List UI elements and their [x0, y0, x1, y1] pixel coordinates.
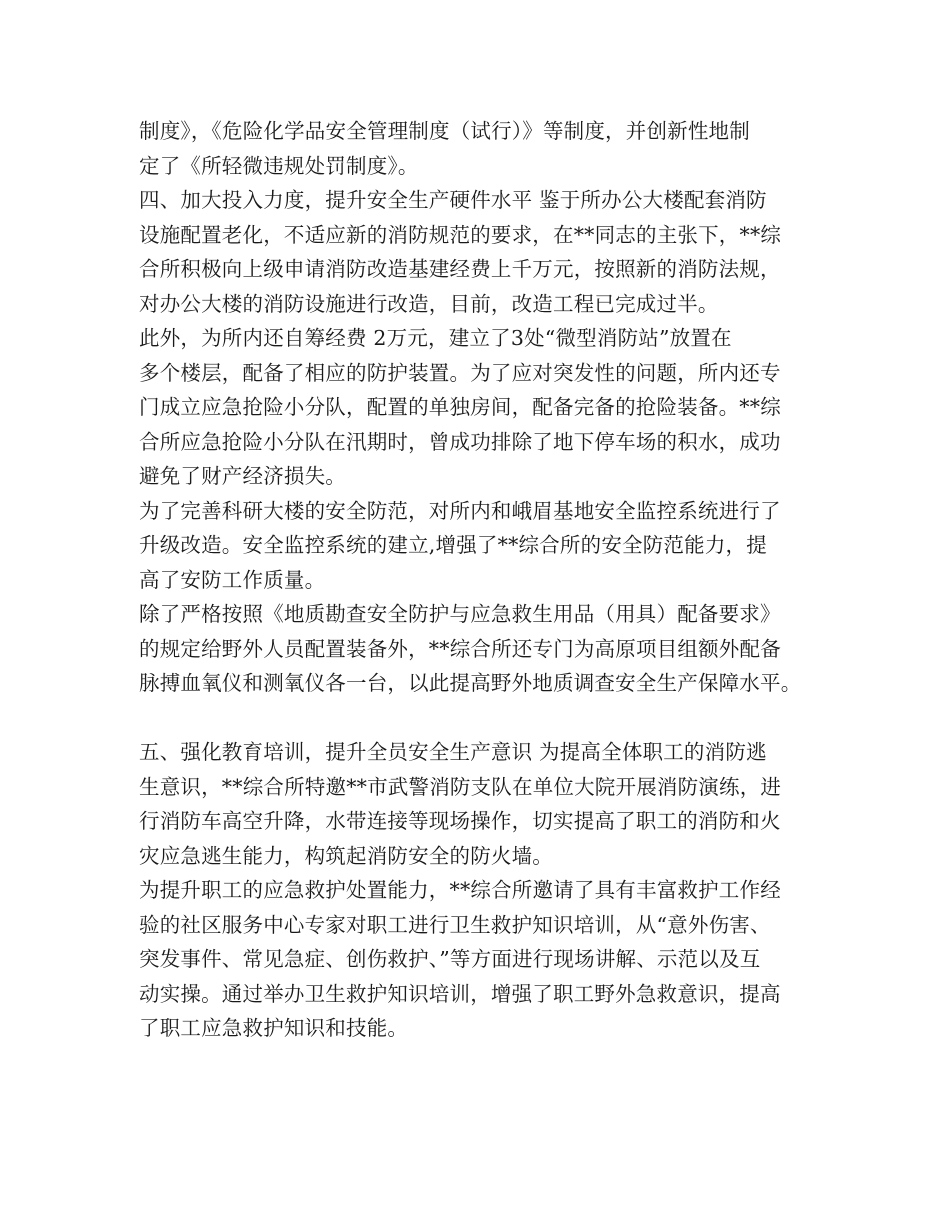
text-line: 的规定给野外人员配置装备外，**综合所还专门为高原项目组额外配备 [139, 636, 781, 661]
text-line: 对办公大楼的消防设施进行改造，目前，改造工程已完成过半。 [139, 291, 719, 316]
text-line: 高了安防工作质量。 [139, 567, 326, 592]
text-line: 行消防车高空升降，水带连接等现场操作，切实提高了职工的消防和火 [139, 809, 781, 833]
text-line: 灾应急逃生能力，构筑起消防安全的防火墙。 [139, 843, 553, 868]
text-line: 了职工应急救护知识和技能。 [139, 1016, 409, 1040]
text-line: 此外，为所内还自筹经费 2万元，建立了3处“微型消防站”放置在 [139, 326, 732, 350]
text-line: 生意识，**综合所特邀**市武警消防支队在单位大院开展消防演练，进 [139, 774, 782, 799]
text-line: 设施配置老化，不适应新的消防规范的要求，在**同志的主张下，**综 [139, 222, 782, 247]
text-line: 升级改造。安全监控系统的建立,增强了**综合所的安全防范能力，提 [139, 533, 767, 557]
text-line: 多个楼层，配备了相应的防护装置。为了应对突发性的问题，所内还专 [139, 360, 781, 385]
text-line: 定了《所轻微违规处罚制度》。 [139, 153, 419, 178]
text-line: 验的社区服务中心专家对职工进行卫生救护知识培训，从“意外伤害、 [139, 912, 771, 937]
document-body [139, 114, 839, 1046]
text-line: 为了完善科研大楼的安全防范，对所内和峨眉基地安全监控系统进行了 [139, 498, 781, 523]
text-line: 五、强化教育培训，提升全员安全生产意识 为提高全体职工的消防逃 [139, 740, 767, 764]
text-line: 合所积极向上级申请消防改造基建经费上千万元，按照新的消防法规， [139, 257, 781, 281]
paragraph-gap [139, 701, 839, 736]
text-line: 四、加大投入力度，提升安全生产硬件水平 鉴于所办公大楼配套消防 [139, 188, 767, 212]
text-line: 为提升职工的应急救护处置能力，**综合所邀请了具有丰富救护工作经 [139, 878, 781, 902]
text-line: 门成立应急抢险小分队，配置的单独房间，配备完备的抢险装备。**综 [139, 395, 781, 419]
text-line: 制度》，《危险化学品安全管理制度（试行）》等制度，并创新性地制 [139, 119, 750, 143]
text-line: 动实操。通过举办卫生救护知识培训，增强了职工野外急救意识，提高 [139, 981, 781, 1006]
text-line: 除了严格按照《地质勘查安全防护与应急救生用品（用具）配备要求》 [139, 602, 781, 626]
text-line: 合所应急抢险小分队在汛期时，曾成功排除了地下停车场的积水，成功 [139, 429, 781, 454]
text-line: 突发事件、常见急症、创伤救护、”等方面进行现场讲解、示范以及互 [139, 947, 761, 971]
text-line: 避免了财产经济损失。 [139, 464, 346, 488]
text-line: 脉搏血氧仪和测氧仪各一台，以此提高野外地质调查安全生产保障水平。 [139, 671, 802, 695]
